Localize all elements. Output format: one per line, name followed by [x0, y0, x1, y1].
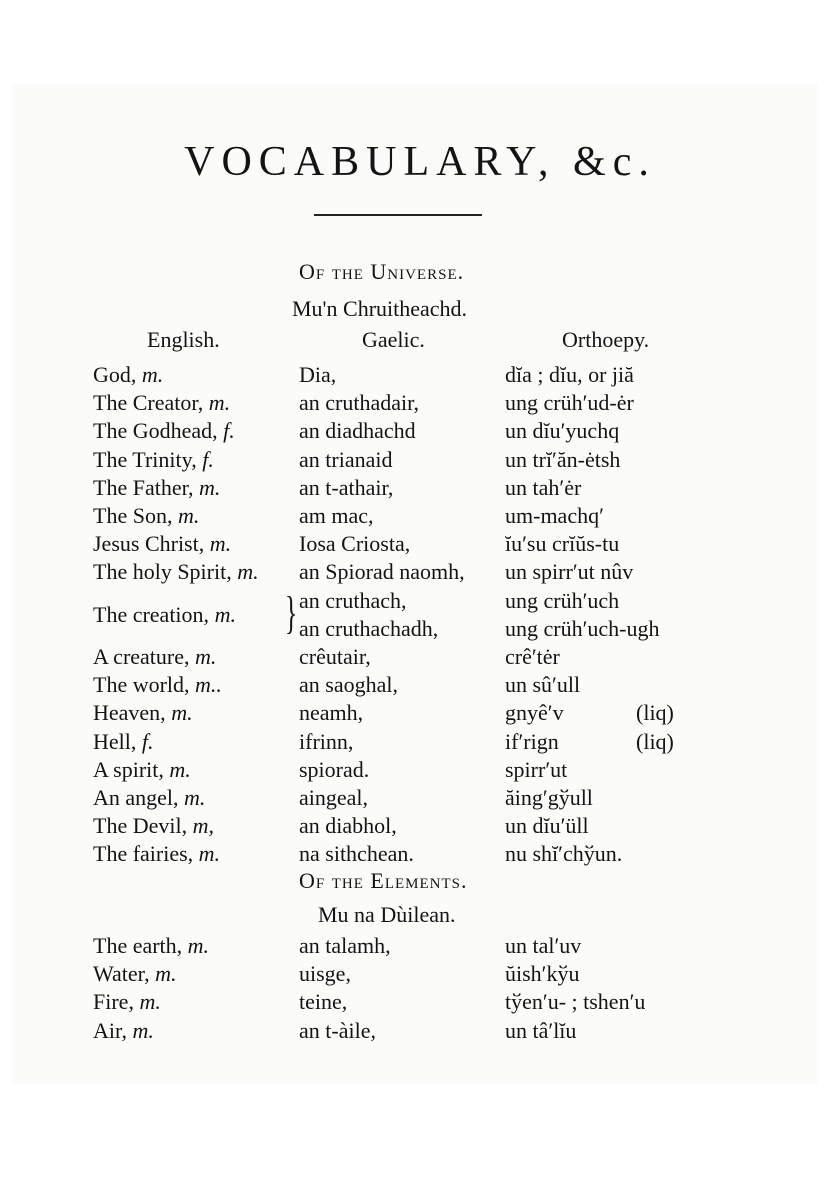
english-word: The earth,	[93, 933, 183, 958]
vocabulary-row	[0, 932, 840, 960]
grouping-brace: }	[284, 586, 298, 638]
gaelic-term: an trianaid	[299, 446, 393, 472]
english-term	[93, 502, 199, 530]
english-word: Jesus Christ,	[93, 531, 205, 557]
gaelic-term: an cruthadair,	[299, 390, 420, 416]
english-term	[93, 474, 220, 502]
vocabulary-row	[0, 960, 840, 988]
english-word: The fairies,	[93, 841, 194, 867]
orthoepy-term: un tâ′lĭu	[505, 1017, 577, 1043]
orthoepy-term: un tah′ėr	[505, 474, 582, 500]
gaelic-term: neamh,	[299, 700, 364, 726]
english-term	[93, 446, 214, 474]
orthoepy-term-alt: ung crüh′uch-ugh	[505, 615, 660, 641]
english-word: The world,	[93, 672, 190, 698]
vocabulary-row	[0, 643, 840, 671]
vocabulary-row	[0, 474, 840, 502]
english-word: A spirit,	[93, 756, 164, 782]
english-word: A creature,	[93, 644, 190, 669]
gaelic-term: an cruthach,	[299, 587, 407, 613]
section-gaelic-heading-elements: Mu na Dùilean.	[318, 902, 456, 927]
english-term	[93, 932, 209, 960]
orthoepy-term: tўen′u- ; tshen′u	[505, 989, 646, 1015]
gaelic-term-alt: an cruthachadh,	[299, 615, 439, 641]
english-word: An angel,	[93, 785, 179, 810]
english-term	[93, 601, 236, 629]
orthoepy-term: ĭu′su crĭŭs-tu	[505, 531, 620, 557]
english-term	[93, 784, 205, 812]
column-header-orthoepy: Orthoepy.	[562, 327, 650, 352]
gaelic-term: ifrinn,	[299, 728, 354, 754]
orthoepy-term: ung crüh′ud-ėr	[505, 390, 634, 416]
pronunciation-note: (liq)	[636, 728, 674, 754]
gender-mark: f.	[202, 446, 214, 472]
vocabulary-row	[0, 1017, 840, 1045]
gender-mark: f.	[141, 728, 154, 754]
gender-mark: m.	[184, 785, 206, 810]
gaelic-term: an t-àile,	[299, 1017, 376, 1043]
gaelic-term: an saoghal,	[299, 672, 398, 698]
orthoepy-term: ŭish′kўu	[505, 961, 580, 987]
english-word: The Father,	[93, 474, 194, 500]
gender-mark: m.	[171, 700, 193, 726]
orthoepy-term: crê′tėr	[505, 644, 560, 669]
gender-mark: m.	[141, 362, 164, 387]
english-term	[93, 417, 235, 445]
gender-mark: m.	[139, 989, 161, 1015]
gaelic-term: spiorad.	[299, 756, 370, 782]
orthoepy-term: um-machq′	[505, 503, 604, 528]
english-term	[93, 1017, 154, 1045]
gender-mark: m.	[132, 1017, 154, 1043]
english-term	[93, 756, 191, 784]
gender-mark: m.	[155, 961, 177, 987]
english-term	[93, 361, 163, 389]
gaelic-term: Dia,	[299, 362, 337, 387]
english-word: Water,	[93, 961, 150, 987]
english-term	[93, 960, 176, 988]
gender-mark: m.	[195, 644, 217, 669]
gaelic-term: crêutair,	[299, 644, 371, 669]
english-term	[93, 671, 222, 699]
vocabulary-row	[0, 587, 840, 643]
orthoepy-term: un dĭu′üll	[505, 813, 589, 839]
vocabulary-row	[0, 728, 840, 756]
english-word: The Trinity,	[93, 446, 197, 472]
gaelic-term: teine,	[299, 989, 348, 1015]
english-term	[93, 988, 161, 1016]
gender-mark: m,	[192, 813, 214, 839]
english-word: The Creator,	[93, 390, 204, 416]
english-term	[93, 699, 193, 727]
english-word: Air,	[93, 1017, 127, 1043]
orthoepy-term: ung crüh′uch	[505, 587, 620, 613]
english-word: The Godhead,	[93, 418, 218, 444]
gaelic-term: an t-athair,	[299, 474, 394, 500]
vocabulary-row	[0, 812, 840, 840]
gender-mark: m.	[209, 531, 232, 557]
vocabulary-row	[0, 446, 840, 474]
column-header-gaelic: Gaelic.	[362, 327, 425, 352]
english-term	[93, 389, 230, 417]
vocabulary-row	[0, 558, 840, 586]
section-heading-universe: Of the Universe.	[299, 259, 465, 284]
title-rule	[314, 214, 482, 216]
vocabulary-row	[0, 361, 840, 389]
gaelic-term: am mac,	[299, 503, 374, 528]
vocabulary-row	[0, 417, 840, 445]
orthoepy-term: un sû′ull	[505, 672, 581, 698]
english-word: Fire,	[93, 989, 134, 1015]
vocabulary-row	[0, 530, 840, 558]
english-word: Hell,	[93, 728, 137, 754]
english-term	[93, 558, 259, 586]
english-word: The holy Spirit,	[93, 559, 232, 585]
gaelic-term: an Spiorad naomh,	[299, 559, 465, 585]
vocabulary-row	[0, 671, 840, 699]
section-gaelic-heading-universe: Mu'n Chruitheachd.	[292, 296, 468, 321]
orthoepy-term: nu shĭ′chўun.	[505, 841, 623, 867]
english-word: The Devil,	[93, 813, 188, 839]
gender-mark: f.	[223, 418, 235, 444]
gender-mark: m..	[195, 672, 222, 698]
gaelic-term: an diabhol,	[299, 813, 397, 839]
gaelic-term: an diadhachd	[299, 418, 416, 444]
pronunciation-note: (liq)	[636, 700, 674, 726]
vocabulary-row	[0, 699, 840, 727]
gender-mark: m.	[237, 559, 259, 585]
vocabulary-row	[0, 502, 840, 530]
orthoepy-term: un spirr′ut nûv	[505, 559, 634, 585]
gaelic-term: uisge,	[299, 961, 351, 987]
vocabulary-row	[0, 756, 840, 784]
orthoepy-term: un dĭu′yuchq	[505, 418, 620, 444]
english-term	[93, 812, 214, 840]
gaelic-term: an talamh,	[299, 933, 391, 958]
gender-mark: m.	[187, 933, 210, 958]
gender-mark: m.	[199, 474, 221, 500]
vocabulary-row	[0, 784, 840, 812]
vocabulary-row	[0, 840, 840, 868]
column-header-english: English.	[147, 327, 220, 352]
gender-mark: m.	[208, 390, 231, 416]
english-word: God,	[93, 362, 137, 387]
gender-mark: m.	[169, 756, 191, 782]
gender-mark: m.	[214, 601, 236, 627]
gender-mark: m.	[198, 841, 221, 867]
english-term	[93, 728, 154, 756]
orthoepy-term: spirr′ut	[505, 756, 568, 782]
page-title: VOCABULARY, &c.	[184, 139, 656, 185]
gaelic-term: Iosa Criosta,	[299, 531, 411, 557]
english-word: Heaven,	[93, 700, 166, 726]
orthoepy-term: ăing′gўull	[505, 785, 593, 810]
english-word: The creation,	[93, 601, 210, 627]
orthoepy-term: un tal′uv	[505, 933, 582, 958]
gender-mark: m.	[177, 503, 200, 528]
orthoepy-term: un trĭ′ăn-ėtsh	[505, 446, 621, 472]
orthoepy-term: gnyê′v	[505, 700, 564, 726]
english-word: The Son,	[93, 503, 173, 528]
english-term	[93, 643, 216, 671]
gaelic-term: na sithchean.	[299, 841, 414, 867]
gaelic-term: aingeal,	[299, 785, 369, 810]
section-heading-elements: Of the Elements.	[299, 868, 468, 893]
orthoepy-term: if′rign	[505, 728, 559, 754]
orthoepy-term: dĭa ; dĭu, or jiă	[505, 362, 634, 387]
english-term	[93, 530, 231, 558]
vocabulary-row	[0, 988, 840, 1016]
english-term	[93, 840, 220, 868]
vocabulary-row	[0, 389, 840, 417]
